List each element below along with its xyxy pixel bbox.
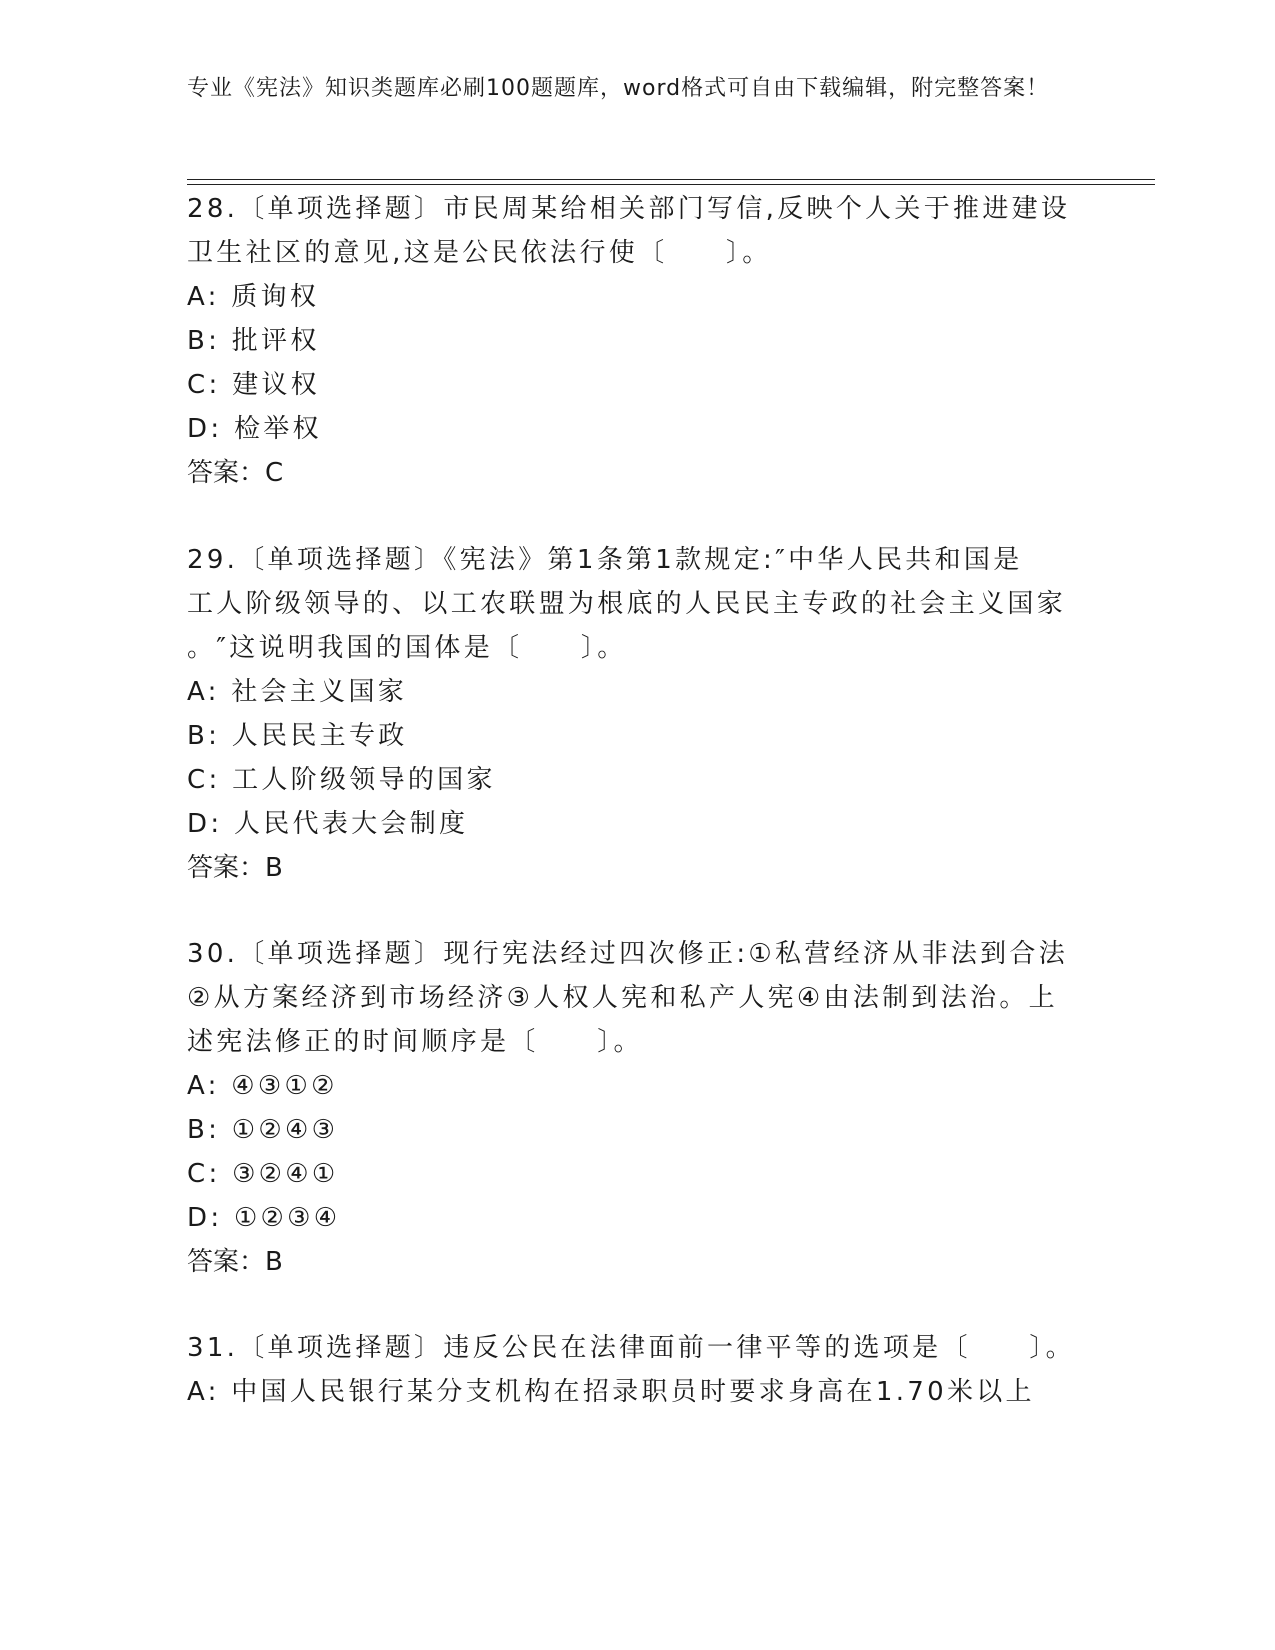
question-29-stem-line-3: 。″这说明我国的国体是〔 〕。 — [187, 633, 627, 663]
question-29-stem-line-2: 工人阶级领导的、以工农联盟为根底的人民民主专政的社会主义国家 — [187, 589, 1067, 619]
question-28-stem-line-1: 28.〔单项选择题〕市民周某给相关部门写信,反映个人关于推进建设 — [187, 194, 1071, 224]
document-header: 专业《宪法》知识类题库必刷100题题库，word格式可自由下载编辑，附完整答案！ — [187, 76, 1050, 101]
question-28-answer: 答案：C — [187, 458, 284, 488]
question-30-option-a: A: ④③①② — [187, 1071, 338, 1101]
question-30-stem-line-2: ②从方案经济到市场经济③人权人宪和私产人宪④由法制到法治。上 — [187, 983, 1058, 1013]
question-30-option-c: C: ③②④① — [187, 1159, 339, 1189]
question-28-option-b: B: 批评权 — [187, 326, 320, 356]
question-30-stem-line-1: 30.〔单项选择题〕现行宪法经过四次修正:①私营经济从非法到合法 — [187, 939, 1069, 969]
question-29-option-d: D: 人民代表大会制度 — [187, 809, 469, 839]
question-29-answer: 答案：B — [187, 853, 283, 883]
header-divider-top — [187, 179, 1155, 180]
question-29-option-c: C: 工人阶级领导的国家 — [187, 765, 496, 795]
question-30-answer: 答案：B — [187, 1247, 283, 1277]
question-29-option-a: A: 社会主义国家 — [187, 677, 408, 707]
question-29-option-b: B: 人民民主专政 — [187, 721, 408, 751]
question-29-stem-line-1: 29.〔单项选择题〕《宪法》第1条第1款规定:″中华人民共和国是 — [187, 545, 1023, 575]
question-28-stem-line-2: 卫生社区的意见,这是公民依法行使〔 〕。 — [187, 238, 772, 268]
question-31-stem-line-1: 31.〔单项选择题〕违反公民在法律面前一律平等的选项是〔 〕。 — [187, 1333, 1075, 1363]
question-28-option-d: D: 检举权 — [187, 414, 322, 444]
question-28-option-a: A: 质询权 — [187, 282, 320, 312]
question-28-option-c: C: 建议权 — [187, 370, 320, 400]
header-divider-bottom — [187, 184, 1155, 185]
question-30-option-d: D: ①②③④ — [187, 1203, 341, 1233]
question-31-option-a: A: 中国人民银行某分支机构在招录职员时要求身高在1.70米以上 — [187, 1377, 1035, 1407]
question-30-stem-line-3: 述宪法修正的时间顺序是〔 〕。 — [187, 1027, 643, 1057]
question-30-option-b: B: ①②④③ — [187, 1115, 339, 1145]
